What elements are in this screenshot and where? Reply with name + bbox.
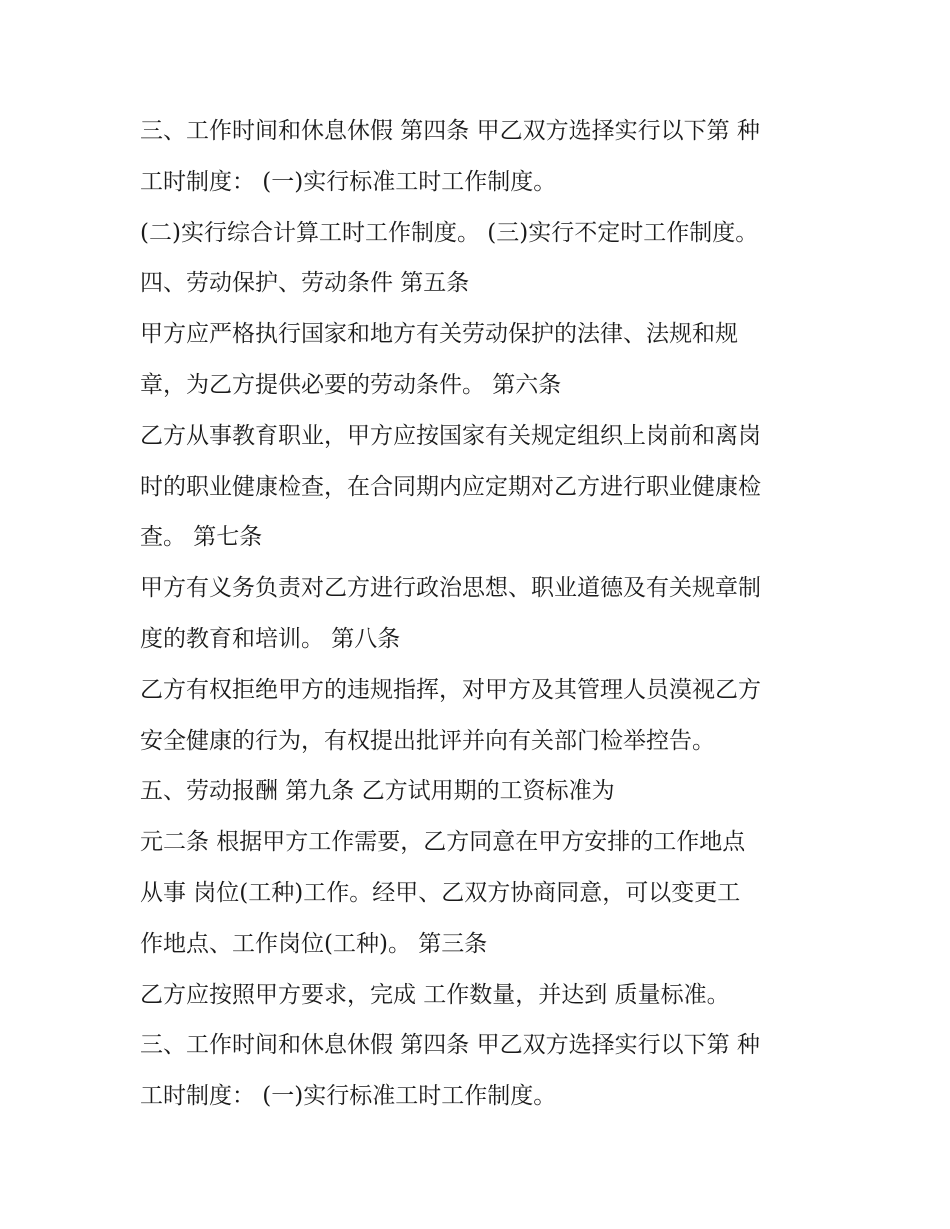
text-line: 四、劳动保护、劳动条件 第五条 bbox=[140, 270, 470, 297]
text-line: 五、劳动报酬 第九条 乙方试用期的工资标准为 bbox=[140, 778, 615, 805]
text-line: 从事 岗位(工种)工作。经甲、乙双方协商同意，可以变更工 bbox=[140, 879, 741, 906]
text-line: 作地点、工作岗位(工种)。 第三条 bbox=[140, 930, 488, 957]
text-line: 度的教育和培训。 第八条 bbox=[140, 625, 401, 652]
text-line: 甲方有义务负责对乙方进行政治思想、职业道德及有关规章制 bbox=[140, 575, 761, 602]
text-line: 元二条 根据甲方工作需要，乙方同意在甲方安排的工作地点 bbox=[140, 829, 746, 856]
text-line: 时的职业健康检查，在合同期内应定期对乙方进行职业健康检 bbox=[140, 473, 761, 500]
text-line: 工时制度： (一)实行标准工时工作制度。 bbox=[140, 1083, 557, 1110]
text-line: 三、工作时间和休息休假 第四条 甲乙双方选择实行以下第 种 bbox=[140, 1032, 760, 1059]
text-line: 查。 第七条 bbox=[140, 524, 263, 551]
text-line: 甲方应严格执行国家和地方有关劳动保护的法律、法规和规 bbox=[140, 321, 738, 348]
text-line: 乙方有权拒绝甲方的违规指挥，对甲方及其管理人员漠视乙方 bbox=[140, 676, 761, 703]
text-line: (二)实行综合计算工时工作制度。 (三)实行不定时工作制度。 bbox=[140, 219, 759, 246]
text-line: 乙方从事教育职业，甲方应按国家有关规定组织上岗前和离岗 bbox=[140, 422, 761, 449]
text-line: 安全健康的行为，有权提出批评并向有关部门检举控告。 bbox=[140, 727, 715, 754]
text-line: 章，为乙方提供必要的劳动条件。 第六条 bbox=[140, 371, 562, 398]
text-line: 工时制度： (一)实行标准工时工作制度。 bbox=[140, 168, 557, 195]
document-body bbox=[140, 106, 820, 1122]
text-line: 三、工作时间和休息休假 第四条 甲乙双方选择实行以下第 种 bbox=[140, 118, 760, 144]
text-line: 乙方应按照甲方要求，完成 工作数量，并达到 质量标准。 bbox=[140, 981, 730, 1008]
